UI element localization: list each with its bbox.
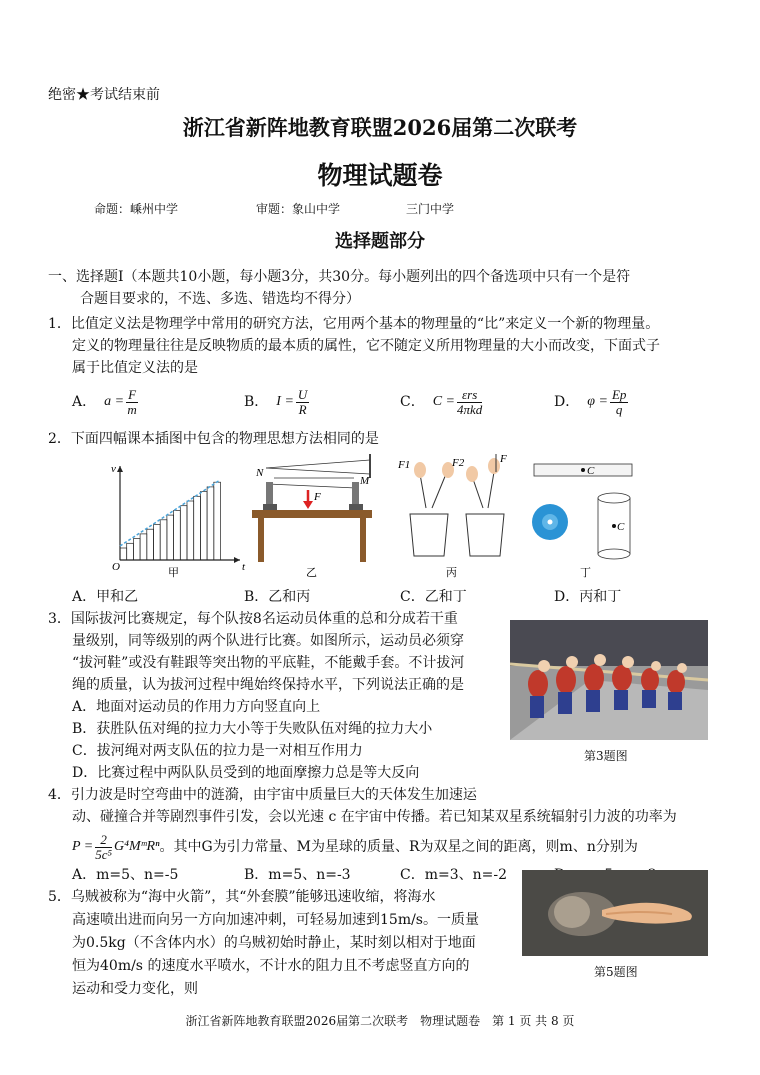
option-label: D． [554, 394, 580, 410]
q3-option-c: C．拔河绳对两支队伍的拉力是一对相互作用力 [72, 743, 363, 759]
figure-jia [111, 463, 246, 579]
force-f1-label: F1 [398, 459, 411, 471]
staircase-bars [120, 482, 221, 560]
formula-denominator: 4πkd [457, 401, 483, 417]
q5-stem-line2: 高速喷出进而向另一方向加速冲刺，可轻易加速到15m/s。一质量 [72, 912, 479, 928]
staircase-bar [194, 496, 201, 560]
q4-formula-line [72, 832, 638, 862]
cylinder-center-label: C [617, 521, 625, 533]
q1-option-a [72, 384, 140, 420]
staircase-bar [187, 501, 194, 560]
formula-lhs: φ = [587, 394, 608, 409]
page-footer: 浙江省新阵地教育联盟2026届第二次联考 物理试题卷 第 1 页 共 8 页 [185, 1014, 575, 1028]
formula-numerator: 2 [95, 833, 112, 848]
tug-of-war-photo [510, 620, 708, 740]
q4-stem-line2: 动、碰撞合并等剧烈事件引发，会以光速 c 在宇宙中传播。若已知某双星系统辐射引力波的功率为 [72, 809, 677, 825]
q4-option-b: B．m=5、n=-3 [244, 867, 351, 883]
figure-bing [397, 453, 507, 579]
exam-title: 浙江省新阵地教育联盟2026届第二次联考 [182, 115, 578, 140]
formula-lhs: C = [432, 394, 456, 409]
q2-option-b: B．乙和丙 [244, 589, 311, 605]
q1-stem-line3: 属于比值定义法的是 [72, 360, 198, 376]
q4-stem-line3: 。其中G为引力常量、M为星球的质量、R为双星之间的距离，则m、n分别为 [159, 839, 638, 855]
q5-stem-line5: 运动和受力变化，则 [72, 981, 198, 997]
q3-option-d: D．比赛过程中两队队员受到的地面摩擦力总是等大反向 [72, 765, 420, 781]
option-label: B． [244, 394, 269, 410]
staircase-bar [120, 548, 127, 560]
mirror-m-label: M [360, 475, 370, 487]
axis-v-label: v [111, 463, 116, 475]
staircase-bar [140, 534, 147, 560]
squid-photo [522, 870, 708, 956]
formula-lhs: a = [104, 394, 125, 409]
author-reviewer: 审题：象山中学 [256, 202, 341, 216]
staircase-bar [154, 525, 161, 561]
formula-denominator: q [615, 401, 623, 417]
staircase-bar [207, 487, 214, 560]
staircase-bar [167, 515, 174, 560]
staircase-bar [180, 506, 187, 560]
q4-stem-line1: 4．引力波是时空弯曲中的涟漪，由宇宙中质量巨大的天体发生加速运 [48, 787, 477, 803]
figure-yi-label: 乙 [306, 567, 317, 579]
staircase-bar [133, 539, 140, 560]
confidential-label: 绝密★考试结束前 [48, 87, 160, 103]
q2-option-d: D．丙和丁 [554, 589, 622, 605]
q1-option-b [244, 384, 311, 420]
q5-stem-line3: 为0.5kg（不含体内水）的乌贼初始时静止，某时刻以相对于地面 [72, 935, 476, 951]
formula-denominator: 5c⁵ [95, 846, 113, 862]
staircase-bar [200, 492, 207, 560]
section-title: 选择题部分 [335, 231, 425, 252]
staircase-bar [214, 482, 221, 560]
force-f-bing-label: F [500, 453, 507, 465]
author-setter: 命题：嵊州中学 [94, 202, 179, 216]
axis-t-label: t [242, 561, 246, 573]
q5-stem-line4: 恒为40m/s 的速度水平喷水，不计水的阻力且不考虑竖直方向的 [72, 958, 470, 974]
q3-stem-line3: “拔河鞋”或没有鞋跟等突出物的平底鞋，不能戴手套。不计拔河 [72, 655, 465, 671]
bar-center-label: C [587, 465, 595, 477]
formula-lhs: P = [72, 839, 94, 854]
figure-ding [532, 464, 632, 579]
formula-numerator: F [128, 386, 137, 402]
q1-stem-line2: 定义的物理量往往是反映物质的最本质的属性，它不随定义所用物理量的大小而改变，下面式子 [72, 338, 660, 354]
paper-title: 物理试题卷 [317, 161, 443, 190]
origin-label: O [112, 561, 120, 573]
staircase-bar [160, 520, 167, 560]
part1-line2: 合题目要求的，不选、多选、错选均不得分） [80, 291, 360, 307]
q3-stem-line2: 量级别，同等级别的两个队进行比赛。如图所示，运动员必须穿 [72, 633, 464, 649]
q1-option-c [400, 384, 484, 420]
option-label: C． [400, 394, 425, 410]
q1-option-d [554, 384, 630, 420]
force-f-label: F [314, 491, 321, 503]
q1-stem-line1: 1．比值定义法是物理学中常用的研究方法，它用两个基本的物理量的“比”来定义一个新的物理量。 [48, 316, 660, 332]
q2-option-c: C．乙和丁 [400, 589, 467, 605]
figure-bing-label: 丙 [446, 567, 457, 579]
q3-option-b: B．获胜队伍对绳的拉力大小等于失败队伍对绳的拉力大小 [72, 721, 433, 737]
q2-option-a: A．甲和乙 [72, 589, 139, 605]
q3-stem-line4: 绳的质量，认为拔河过程中绳始终保持水平，下列说法正确的是 [72, 677, 464, 693]
formula-numerator: Ep [611, 386, 627, 402]
formula-numerator: U [297, 386, 308, 402]
figure-jia-label: 甲 [168, 567, 179, 579]
formula-denominator: R [298, 401, 307, 417]
author-reviewer2: 三门中学 [406, 202, 455, 216]
q3-figure-caption: 第3题图 [584, 749, 628, 763]
figure-yi [252, 454, 372, 579]
q3-option-a: A．地面对运动员的作用力方向竖直向上 [72, 699, 321, 715]
figure-ding-label: 丁 [580, 567, 591, 579]
formula-denominator: m [127, 401, 137, 417]
formula-rhs: G⁴MᵐRⁿ [114, 839, 160, 854]
q2-stem: 2．下面四幅课本插图中包含的物理思想方法相同的是 [48, 431, 379, 447]
force-f2-label: F2 [452, 457, 465, 469]
staircase-bar [147, 529, 154, 560]
option-label: A． [72, 394, 97, 410]
staircase-bar [174, 510, 181, 560]
formula-lhs: I = [276, 394, 294, 409]
q2-figures [108, 452, 648, 582]
q5-stem-line1: 5．乌贼被称为“海中火箭”，其“外套膜”能够迅速收缩，将海水 [48, 889, 436, 905]
q2-figures-svg [108, 452, 648, 582]
mirror-n-label: N [256, 467, 264, 479]
q3-stem-line1: 3．国际拔河比赛规定，每个队按8名运动员体重的总和分成若干重 [48, 611, 458, 627]
part1-line1: 一、选择题Ⅰ（本题共10小题，每小题3分，共30分。每小题列出的四个备选项中只有一个是符 [48, 269, 631, 285]
staircase-bar [127, 543, 134, 560]
formula-numerator: εrs [457, 388, 482, 403]
q4-option-c: C．m=3、n=-2 [400, 867, 508, 883]
q5-figure-caption: 第5题图 [594, 965, 638, 979]
q4-option-a: A．m=5、n=-5 [72, 867, 179, 883]
